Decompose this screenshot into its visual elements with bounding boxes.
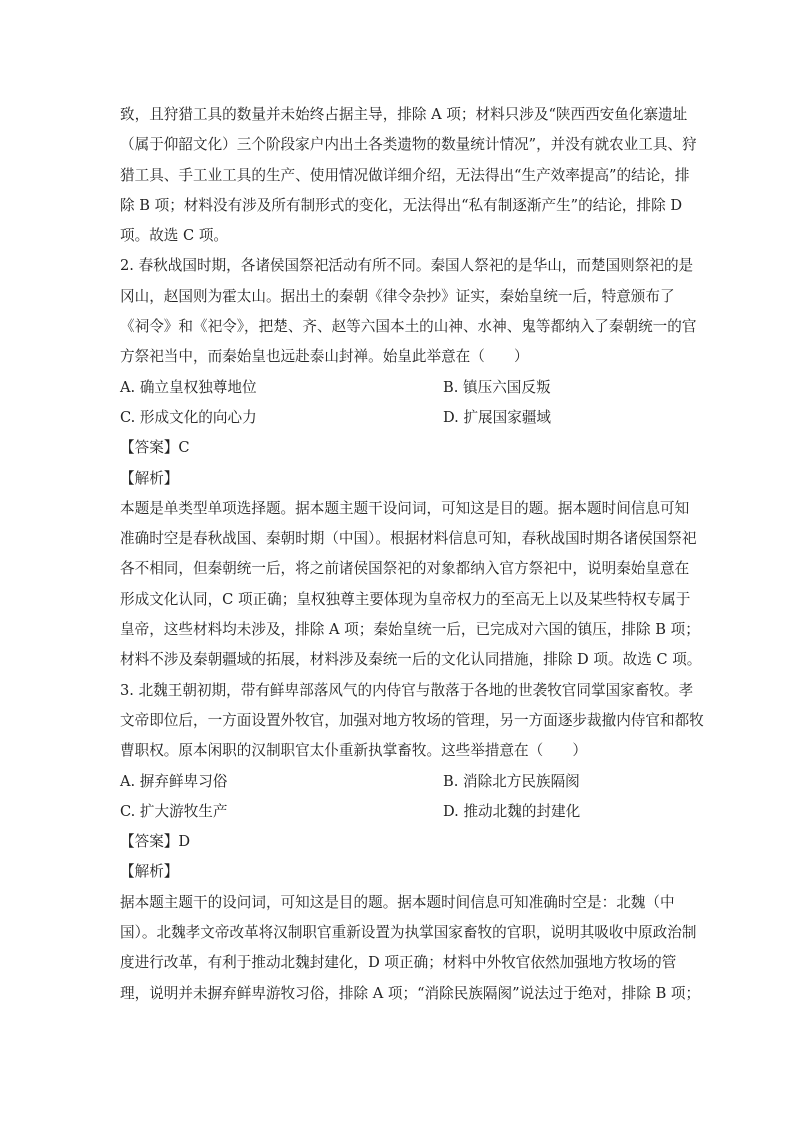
analysis-line: 理，说明并未摒弃鲜卑游牧习俗，排除 A 项；“消除民族隔阂”说法过于绝对，排除 B 项； — [120, 984, 701, 1002]
text-line: （属于仰韶文化）三个阶段家户内出土各类遗物的数量统计情况”，并没有就农业工具、狩 — [120, 136, 697, 154]
question-2 — [120, 251, 702, 675]
option-d: D. 推动北魏的封建化 — [443, 802, 581, 820]
option-b: B. 消除北方民族隔阂 — [443, 772, 580, 790]
option-a: A. 摒弃鲜卑习俗 — [120, 772, 228, 790]
option-row — [120, 767, 680, 797]
intro-paragraph — [120, 100, 697, 251]
option-row — [120, 797, 680, 827]
option-c: C. 形成文化的向心力 — [120, 408, 257, 426]
analysis-line: 皇帝，这些材料均未涉及，排除 A 项；秦始皇统一后，已完成对六国的镇压，排除 B 项； — [120, 621, 700, 639]
analysis-line: 度进行改革，有利于推动北魏封建化，D 项正确；材料中外牧官依然加强地方牧场的管 — [120, 954, 677, 972]
analysis-line: 各不相同，但秦朝统一后，将之前诸侯国祭祀的对象都纳入官方祭祀中，说明秦始皇意在 — [120, 560, 690, 578]
text-line: 除 B 项；材料没有涉及所有制形式的变化，无法得出“私有制逐渐产生”的结论，排除 D — [120, 196, 683, 214]
question-stem-line: 文帝即位后，一方面设置外牧官，加强对地方牧场的管理，另一方面逐步裁撤内侍官和都牧 — [120, 711, 704, 729]
analysis-line: 据本题主题干的设问词，可知这是目的题。据本题时间信息可知准确时空是：北魏（中 — [120, 893, 675, 911]
option-a: A. 确立皇权独尊地位 — [120, 378, 257, 396]
question-stem-line: 3. 北魏王朝初期，带有鲜卑部落风气的内侍官与散落于各地的世袭牧官同掌国家畜牧。孝 — [120, 681, 694, 699]
analysis-label: 【解析】 — [120, 469, 179, 487]
analysis-line: 本题是单类型单项选择题。据本题主题干设问词，可知这是目的题。据本题时间信息可知 — [120, 499, 690, 517]
option-b: B. 镇压六国反叛 — [443, 378, 551, 396]
option-row — [120, 403, 680, 433]
question-stem-line: 冈山，赵国则为霍太山。据出土的秦朝《律令杂抄》证实，秦始皇统一后，特意颁布了 — [120, 287, 675, 305]
answer-label: 【答案】C — [120, 439, 190, 457]
analysis-line: 准确时空是春秋战国、秦朝时期（中国）。根据材料信息可知，春秋战国时期各诸侯国祭祀 — [120, 530, 697, 548]
analysis-line: 国）。北魏孝文帝改革将汉制职官重新设置为执掌国家畜牧的官职，说明其吸收中原政治制 — [120, 924, 697, 942]
analysis-line: 材料不涉及秦朝疆域的拓展，材料涉及秦统一后的文化认同措施，排除 D 项。故选 C 项。 — [120, 651, 702, 669]
option-row — [120, 373, 680, 403]
question-stem-line: 方祭祀当中，而秦始皇也远赴泰山封禅。始皇此举意在（ ） — [120, 348, 529, 366]
analysis-label: 【解析】 — [120, 863, 179, 881]
question-stem-line: 2. 春秋战国时期，各诸侯国祭祀活动有所不同。秦国人祭祀的是华山，而楚国则祭祀的是 — [120, 257, 694, 275]
analysis-line: 形成文化认同，C 项正确；皇权独尊主要体现为皇帝权力的至高无上以及某些特权专属于 — [120, 590, 691, 608]
question-stem-line: 曹职权。原本闲职的汉制职官太仆重新执掌畜牧。这些举措意在（ ） — [120, 742, 588, 760]
option-d: D. 扩展国家疆域 — [443, 408, 552, 426]
question-stem-line: 《祠令》和《祀令》，把楚、齐、赵等六国本土的山神、水神、鬼等都纳入了秦朝统一的官 — [120, 318, 697, 336]
text-line: 项。故选 C 项。 — [120, 227, 229, 245]
text-line: 致，且狩猎工具的数量并未始终占据主导，排除 A 项；材料只涉及“陕西西安鱼化寨遗址 — [120, 106, 688, 123]
question-3 — [120, 676, 704, 1009]
option-c: C. 扩大游牧生产 — [120, 802, 228, 820]
document-page — [120, 100, 704, 1009]
answer-label: 【答案】D — [120, 833, 191, 851]
text-line: 猎工具、手工业工具的生产、使用情况做详细介绍，无法得出“生产效率提高”的结论，排 — [120, 166, 690, 184]
